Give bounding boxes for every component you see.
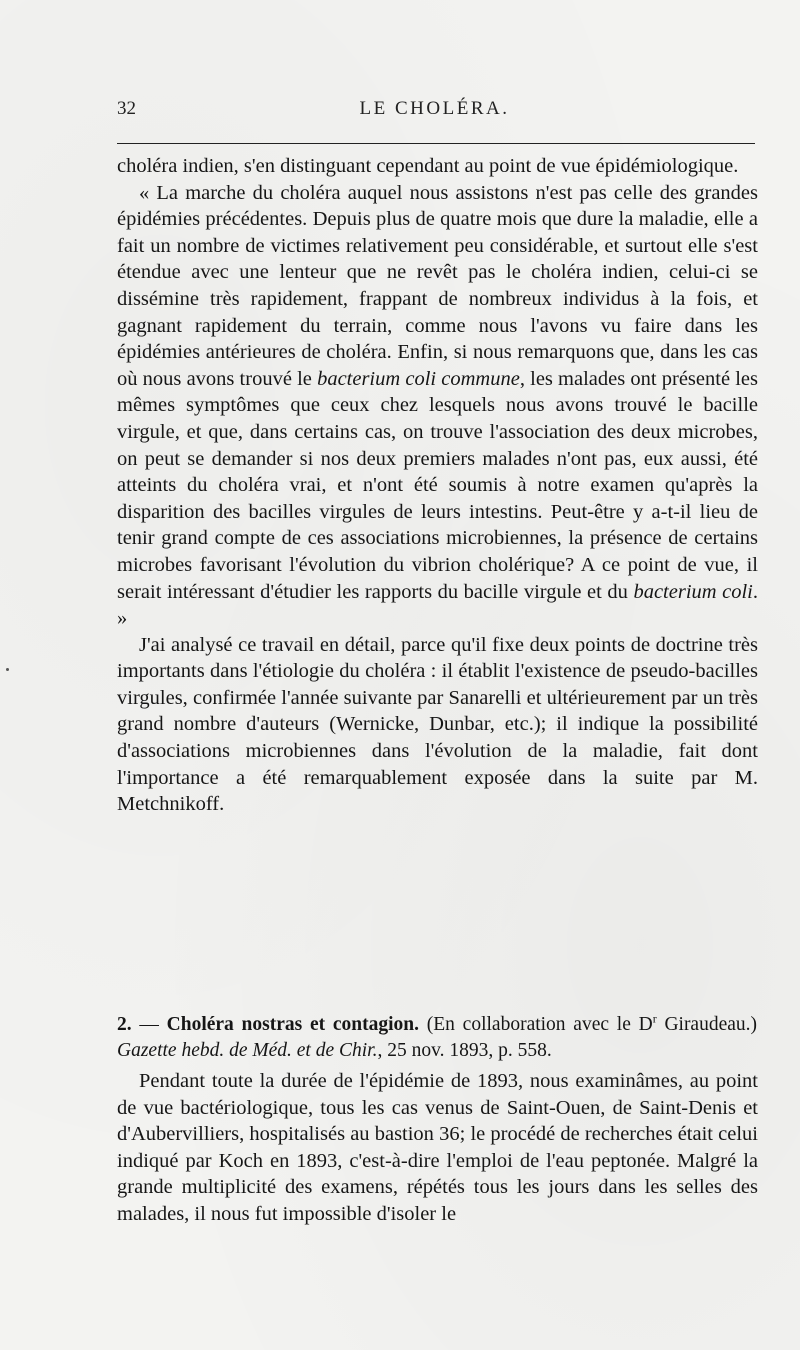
quote-text-c: . » [117,580,758,630]
paragraph-analysis: J'ai analysé ce travail en détail, parce qu'il fixe deux points de doctrine très importants dans l'étiologie du choléra : il établit l'existence de pseudo-bacilles virgules, confirmée l'année suivante par Sanarelli et ultérieurement par un très grand nombre d'auteurs (Wernicke, Dunbar, etc.); il indique la possibilité d'associations microbiennes dans l'évolution de la maladie, fait dont l'importance a été remarquablement exposée dans la suite par M. Metchnikoff. [117,633,758,816]
quote-italic-bacterium-coli: bacterium coli [633,580,753,603]
reference-entry [117,1012,757,1064]
paragraph-continuation: choléra indien, s'en distinguant cependant au point de vue épidémiologique. [117,155,739,177]
quote-italic-bacterium-coli-commune: bacterium coli commune [317,367,520,390]
running-title: LE CHOLÉRA. [359,98,510,119]
quote-text-a: « La marche du choléra auquel nous assistons n'est pas celle des grandes épidémies précédentes. Depuis plus de quatre mois que dure la maladie, elle a fait un nombre de victimes relativement peu considérable, et surtout elle s'est étendue avec une lenteur que ne revêt pas le choléra indien, celui-ci se dissémine très rapidement, frappant de nombreux individus à la fois, et gagnant rapidement du terrain, comme nous l'avons vu faire dans les épidémies antérieures de choléra. Enfin, si nous remarquons que, dans les cas où nous avons trouvé le [117,181,758,390]
reference-title: Choléra nostras et contagion. [166,1014,420,1035]
paragraph-epidemic-1893: Pendant toute la durée de l'épidémie de 1893, nous examinâmes, au point de vue bactériologique, tous les cas venus de Saint-Ouen, de Saint-Denis et d'Aubervilliers, hospitalisés au bastion 36; le procédé de recherches était celui indiqué par Koch en 1893, c'est-à-dire l'emploi de l'eau peptonée. Malgré la grande multiplicité des examens, répétés tous les jours dans les selles des malades, il nous fut impossible d'isoler le [117,1070,758,1225]
reference-dash: — [131,1014,167,1035]
second-section-text [117,1068,758,1227]
reference-date: , 25 nov. 1893, p. 558. [377,1040,552,1061]
reference-number: 2. [117,1014,132,1035]
margin-speck [6,668,9,671]
paragraph-quotation [117,180,758,632]
reference-collab-b: Giraudeau.) [656,1014,758,1035]
main-text [117,153,758,818]
quote-text-b: , les malades ont présenté les mêmes symptômes que ceux chez lesquels nous avons trouvé le bacille virgule, et que, dans certains cas, on trouve l'association des deux microbes, on peut se demander si nos deux premiers malades n'ont pas, eux aussi, été atteints du choléra vrai, et n'ont été soumis à notre examen qu'après la disparition des bacilles virgules de leurs intestins. Peut-être y a-t-il lieu de tenir grand compte de ces associations microbiennes, la présence de certains microbes favorisant l'évolution du vibrion cholérique? A ce point de vue, il serait intéressant d'étudier les rapports du bacille virgule et du [117,367,758,603]
reference-collab-sup: r [652,1011,657,1026]
running-head [117,98,752,122]
reference-journal: Gazette hebd. de Méd. et de Chir. [117,1040,378,1061]
header-rule [117,143,755,144]
reference-collab: (En collaboration avec le D [419,1014,653,1035]
page-number: 32 [117,98,136,119]
